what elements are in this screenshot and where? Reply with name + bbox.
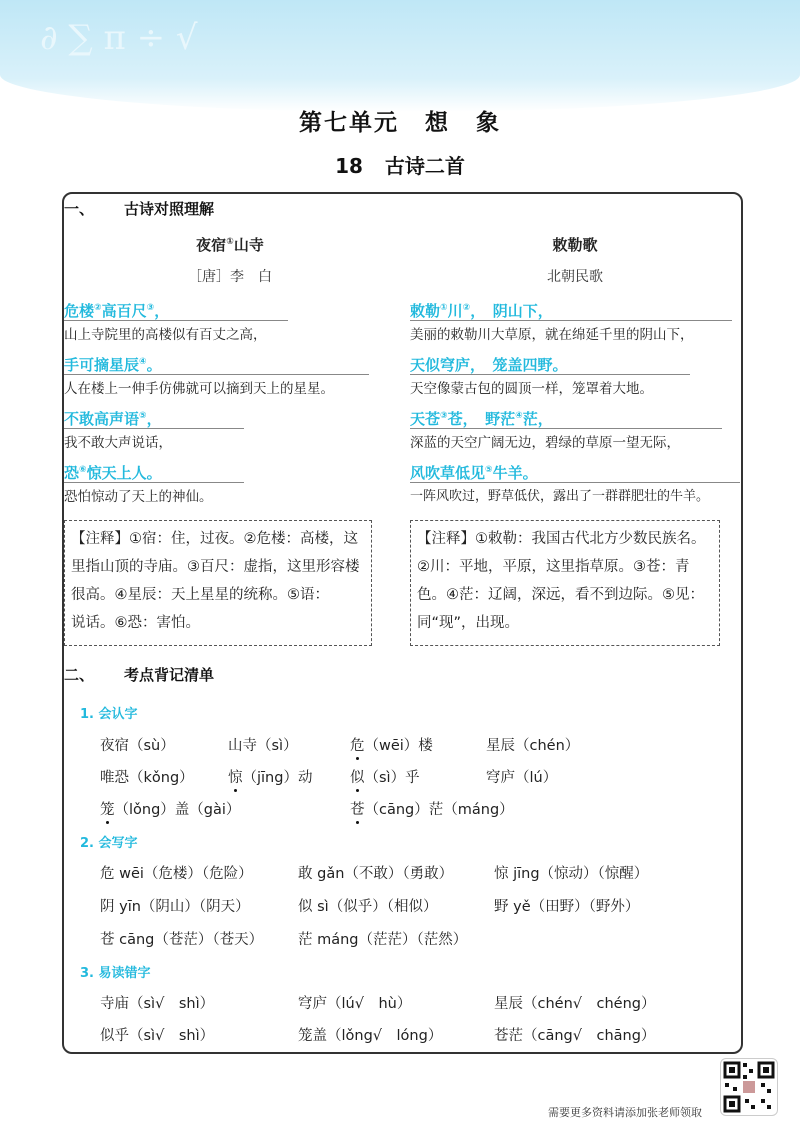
- qr-code-icon: [720, 1058, 778, 1116]
- write-item: 野 yě（田野）（野外）: [494, 899, 640, 915]
- recognize-word: 苍: [350, 798, 365, 819]
- verse-sup: ④: [139, 357, 147, 367]
- recognize-word: 笼: [100, 798, 115, 819]
- verse-text: ，: [154, 302, 170, 320]
- note-line: 【注释】①敕勒：我国古代北方少数民族名。: [417, 531, 706, 547]
- recognize-pron: （lǒng）盖（gài）: [114, 802, 241, 818]
- recognize-word: 夜宿: [100, 738, 129, 754]
- recognize-pron: （kǒng）: [129, 770, 194, 786]
- recognize-word: 星辰: [486, 738, 515, 754]
- recognize-pron: （sù）: [129, 738, 175, 754]
- verse-text: 敕勒: [410, 302, 441, 320]
- unit-title: [0, 104, 800, 137]
- recognize-word: 危: [350, 734, 365, 755]
- recognize-pron: （wēi）楼: [364, 738, 433, 754]
- verse-text: 茫，: [522, 410, 553, 428]
- recognize-item: [100, 798, 240, 819]
- poem2-translation-4: 一阵风吹过，野草低伏，露出了一群群肥壮的牛羊。: [410, 482, 740, 504]
- lesson-name: 古诗二首: [384, 154, 465, 178]
- header-decoration: ∂ ∑ π ÷ √: [40, 18, 198, 58]
- note-line: 说话。⑥恐：害怕。: [71, 615, 200, 631]
- verse-sup: ⑥: [79, 465, 87, 475]
- verse-text: ， 阴山下，: [470, 302, 553, 320]
- poem2-translation-1: 美丽的敕勒川大草原，就在绵延千里的阴山下，: [410, 320, 732, 343]
- poem1-notes: [64, 520, 372, 646]
- verse-sup: ②: [94, 303, 102, 313]
- recognize-pron: （cāng）茫（máng）: [364, 802, 514, 818]
- poem2-verse-1: [410, 300, 553, 321]
- recognize-item: [228, 734, 298, 755]
- recognize-item: [350, 734, 433, 755]
- verse-text: 惊天上人。: [86, 464, 162, 482]
- poem2-translation-3: 深蓝的天空广阔无边，碧绿的草原一望无际，: [410, 428, 722, 451]
- section2-title: 考点背记清单: [124, 666, 215, 684]
- write-item: 茫 máng（茫茫）（茫然）: [298, 932, 468, 948]
- poem2-verse-4: [410, 462, 538, 483]
- poem1-verse-4: [64, 462, 162, 483]
- verse-sup: ⑤: [485, 465, 493, 475]
- verse-sup: ③: [146, 303, 155, 313]
- poem1-verse-3: [64, 408, 162, 429]
- recognize-word: 山寺: [228, 738, 257, 754]
- verse-text: 风吹草低见: [410, 464, 486, 482]
- poem1-author: ［唐］李 白: [188, 269, 272, 285]
- recognize-pron: （sì）乎: [364, 770, 420, 786]
- recognize-item: [100, 734, 175, 755]
- recognize-item: [350, 766, 420, 787]
- verse-text: 不敢高声语: [64, 410, 140, 428]
- verse-text: 牛羊。: [492, 464, 538, 482]
- sub3-heading: 3. 易读错字: [80, 966, 151, 981]
- misread-item: 苍茫（cāng√ chāng）: [494, 1028, 656, 1044]
- note-line: 很高。④星辰：天上星星的统称。⑤语：: [71, 587, 329, 603]
- misread-item: 寺庙（sì√ shì）: [100, 996, 215, 1012]
- note-line: 【注释】①宿：住，过夜。②危楼：高楼，这: [71, 531, 358, 547]
- write-item: 似 sì（似乎）（相似）: [298, 899, 438, 915]
- section1-heading: [64, 198, 214, 219]
- recognize-word: 唯恐: [100, 770, 129, 786]
- recognize-word: 似: [350, 766, 365, 787]
- poem1-title: [150, 234, 310, 255]
- verse-sup: ④: [515, 411, 523, 421]
- verse-text: 天苍: [410, 410, 441, 428]
- verse-text: 危楼: [64, 302, 95, 320]
- write-item: 惊 jīng（惊动）（惊醒）: [494, 866, 649, 882]
- section2-number: 二、: [64, 666, 95, 684]
- misread-item: 星辰（chén√ chéng）: [494, 996, 656, 1012]
- lesson-title: [0, 150, 800, 179]
- unit-title-word1: 想: [425, 110, 450, 136]
- verse-text: 手可摘星辰: [64, 356, 140, 374]
- poem1-title-b: 山寺: [233, 236, 264, 254]
- write-item: 危 wēi（危楼）（危险）: [100, 866, 253, 882]
- lesson-number: 18: [335, 154, 363, 178]
- misread-item: 似乎（sì√ shì）: [100, 1028, 215, 1044]
- note-line: 里指山顶的寺庙。③百尺：虚指，这里形容楼: [71, 559, 360, 575]
- sub2-heading: 2. 会写字: [80, 836, 138, 851]
- poem1-verse-1: [64, 300, 169, 321]
- misread-item: 笼盖（lǒng√ lóng）: [298, 1028, 443, 1044]
- poem1-translation-3: 我不敢大声说话，: [64, 428, 244, 451]
- recognize-word: 穹庐: [486, 770, 515, 786]
- verse-sup: ②: [462, 303, 471, 313]
- recognize-item: [228, 766, 312, 787]
- note-line: 同“现”，出现。: [417, 615, 520, 631]
- poem2-notes: [410, 520, 720, 646]
- write-item: 苍 cāng（苍茫）（苍天）: [100, 932, 264, 948]
- poem1-title-sup: ①: [226, 237, 234, 247]
- section2-heading: [64, 664, 214, 685]
- verse-sup: ③: [440, 411, 448, 421]
- write-item: 阴 yīn（阴山）（阴天）: [100, 899, 250, 915]
- recognize-pron: （chén）: [515, 738, 580, 754]
- recognize-pron: （lú）: [515, 770, 558, 786]
- poem1-translation-4: 恐怕惊动了天上的神仙。: [64, 482, 244, 505]
- verse-sup: ①: [440, 303, 448, 313]
- poem2-translation-2: 天空像蒙古包的圆顶一样，笼罩着大地。: [410, 374, 690, 397]
- recognize-item: [100, 766, 194, 787]
- qr-code-graphic: [721, 1059, 777, 1115]
- verse-text: 高百尺: [101, 302, 147, 320]
- poem1-translation-2: 人在楼上一伸手仿佛就可以摘到天上的星星。: [64, 374, 369, 397]
- poem2-author: 北朝民歌: [547, 269, 603, 285]
- recognize-pron: （sì）: [257, 738, 298, 754]
- section1-title: 古诗对照理解: [124, 200, 215, 218]
- verse-sup: ⑤: [139, 411, 147, 421]
- recognize-word: 惊: [228, 766, 243, 787]
- poem2-verse-3: [410, 408, 553, 429]
- recognize-item: [350, 798, 514, 819]
- verse-text: 川: [447, 302, 463, 320]
- verse-text: 苍， 野茫: [447, 410, 516, 428]
- note-line: ②川：平地，平原，这里指草原。③苍：青: [417, 559, 690, 575]
- verse-text: ，: [146, 410, 162, 428]
- poem2-verse-2: [410, 354, 568, 375]
- footer-note: 需要更多资料请添加张老师领取: [548, 1106, 702, 1119]
- recognize-item: [486, 766, 557, 787]
- verse-text: 恐: [64, 464, 80, 482]
- poem1-translation-1: 山上寺院里的高楼似有百丈之高，: [64, 320, 288, 343]
- poem1-title-a: 夜宿: [196, 236, 227, 254]
- verse-text: 。: [146, 356, 162, 374]
- note-line: 色。④茫：辽阔，深远，看不到边际。⑤见：: [417, 587, 704, 603]
- sub1-heading: 1. 会认字: [80, 707, 138, 722]
- unit-title-main: 第七单元: [299, 110, 399, 136]
- misread-item: 穹庐（lú√ hù）: [298, 996, 412, 1012]
- section1-number: 一、: [64, 200, 95, 218]
- unit-title-word2: 象: [476, 110, 501, 136]
- write-item: 敢 gǎn（不敢）（勇敢）: [298, 866, 454, 882]
- poem2-title: 敕勒歌: [552, 236, 598, 254]
- recognize-pron: （jīng）动: [242, 770, 313, 786]
- recognize-item: [486, 734, 579, 755]
- verse-text: 天似穹庐， 笼盖四野。: [410, 356, 568, 374]
- poem1-verse-2: [64, 354, 162, 375]
